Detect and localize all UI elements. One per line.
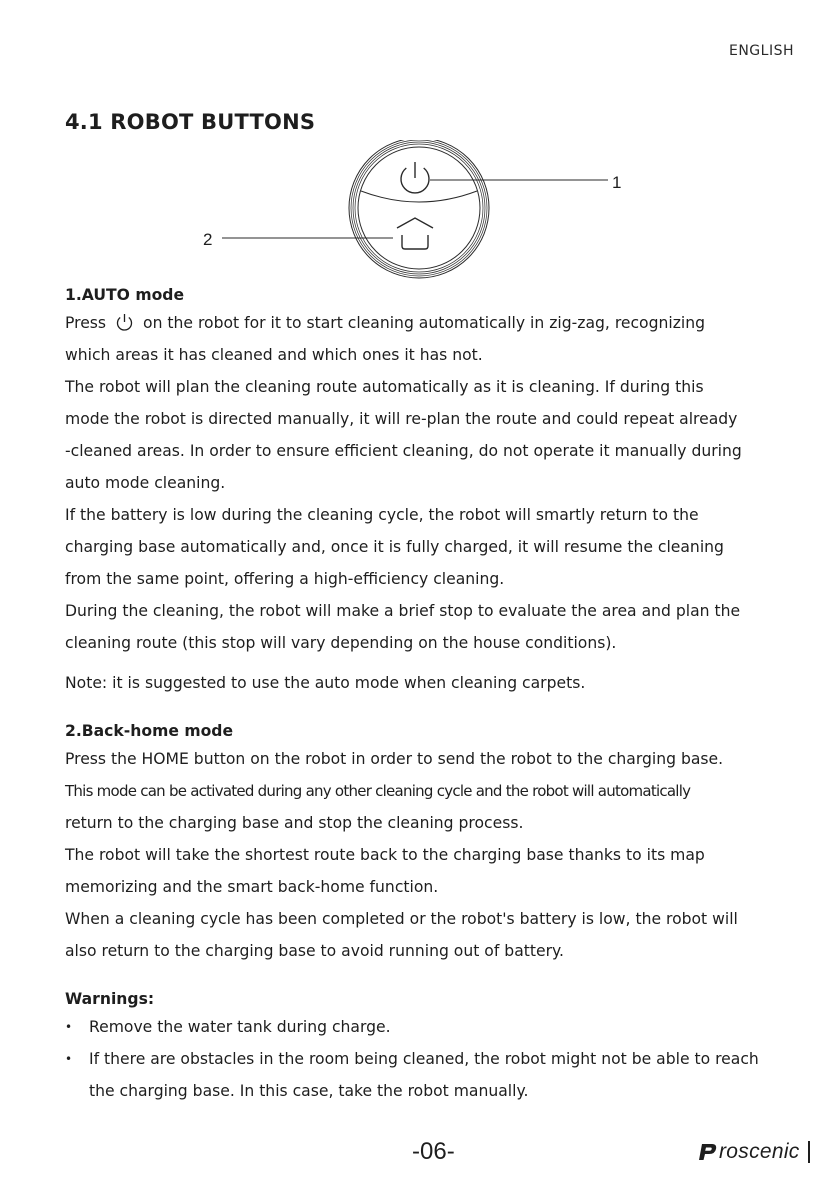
auto-mode-line: which areas it has cleaned and which ones it has not. [65,346,483,364]
auto-mode-note: Note: it is suggested to use the auto mode when cleaning carpets. [65,674,586,692]
power-icon [116,313,133,331]
press-text: Press [65,314,107,332]
button-panel-outline [349,140,489,278]
robot-buttons-diagram [190,140,640,290]
back-home-heading: 2.Back-home mode [65,722,234,740]
back-home-line: The robot will take the shortest route back to the charging base thanks to its map [65,846,705,864]
warning-item: • If there are obstacles in the room being cleaned, the robot might not be able to reach [65,1043,770,1075]
auto-mode-line: The robot will plan the cleaning route automatically as it is cleaning. If during this [65,378,704,396]
brand-name: roscenic [719,1140,800,1163]
page-number: -06- [412,1138,455,1165]
callout-label-1: 1 [612,173,622,192]
section-title: 4.1 ROBOT BUTTONS [65,110,316,134]
auto-mode-line: mode the robot is directed manually, it will re-plan the route and could repeat already [65,410,738,428]
proscenic-logo [698,1140,810,1164]
back-home-line: When a cleaning cycle has been completed or the robot's battery is low, the robot will [65,910,738,928]
back-home-line: also return to the charging base to avoid running out of battery. [65,942,564,960]
language-label: ENGLISH [728,43,794,59]
back-home-line: Press the HOME button on the robot in order to send the robot to the charging base. [65,750,724,768]
warning-item: • Remove the water tank during charge. [65,1011,770,1043]
auto-mode-intro-text: on the robot for it to start cleaning automatically in zig-zag, recognizing [143,314,706,332]
callout-label-2: 2 [203,230,213,249]
back-home-line: This mode can be activated during any other cleaning cycle and the robot will automatically [65,782,691,800]
auto-mode-line: auto mode cleaning. [65,474,226,492]
home-button-icon [397,218,433,249]
auto-mode-line: cleaning route (this stop will vary depending on the house conditions). [65,634,617,652]
auto-mode-line: During the cleaning, the robot will make a brief stop to evaluate the area and plan the [65,602,741,620]
warning-continuation: the charging base. In this case, take the robot manually. [89,1082,529,1100]
brand-logo-icon [698,1143,718,1161]
auto-mode-line: -cleaned areas. In order to ensure efficient cleaning, do not operate it manually during [65,442,742,460]
auto-mode-line: charging base automatically and, once it is fully charged, it will resume the cleaning [65,538,724,556]
back-home-line: return to the charging base and stop the cleaning process. [65,814,524,832]
power-button-icon [401,162,429,193]
auto-mode-intro [65,307,770,339]
brand-divider [808,1141,810,1163]
warnings-list [65,1011,770,1075]
auto-mode-heading: 1.AUTO mode [65,286,185,304]
warnings-heading: Warnings: [65,990,155,1008]
instructions-content [65,283,770,1107]
auto-mode-line: If the battery is low during the cleaning cycle, the robot will smartly return to the [65,506,699,524]
auto-mode-line: from the same point, offering a high-efficiency cleaning. [65,570,505,588]
back-home-line: memorizing and the smart back-home function. [65,878,439,896]
